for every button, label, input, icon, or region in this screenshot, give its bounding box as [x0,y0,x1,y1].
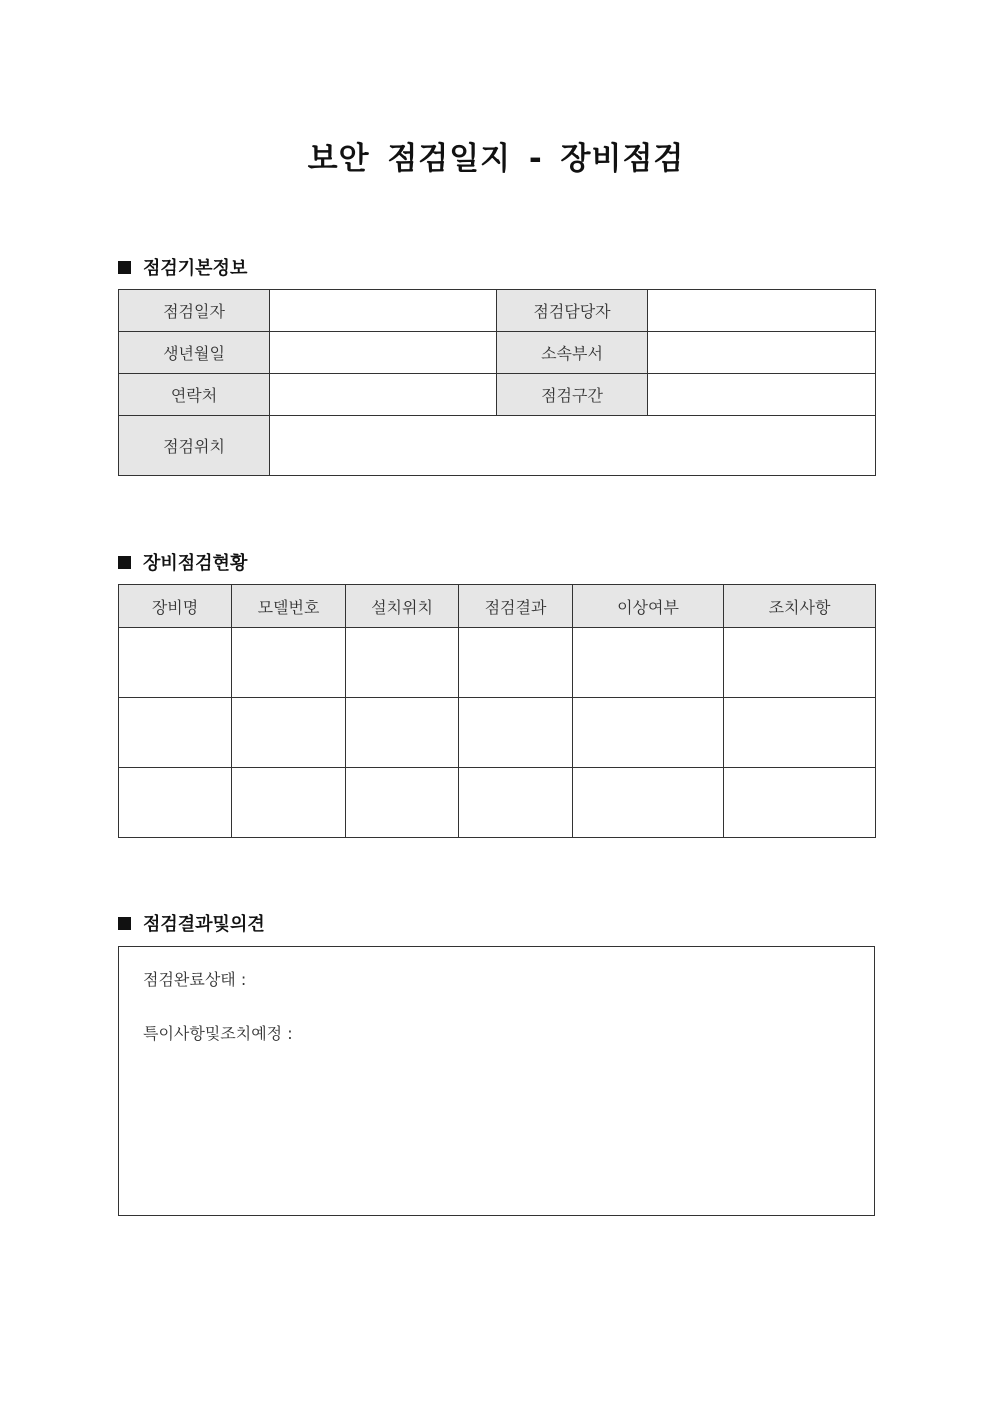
table-cell[interactable] [459,698,573,768]
inspection-zone-label: 점검구간 [497,374,648,416]
table-row [119,698,876,768]
table-cell[interactable] [724,628,876,698]
table-cell[interactable] [119,768,232,838]
birth-date-field[interactable] [270,332,497,374]
table-cell[interactable] [346,768,459,838]
table-cell[interactable] [573,698,724,768]
department-label: 소속부서 [497,332,648,374]
column-header-inspection-result: 점검결과 [459,585,573,628]
table-row [119,416,876,476]
result-opinion-box[interactable] [118,946,875,1216]
square-bullet-icon [118,556,131,569]
section-heading-equipment [118,549,247,575]
table-cell[interactable] [346,628,459,698]
table-row [119,628,876,698]
table-row [119,332,876,374]
inspector-label: 점검담당자 [497,290,648,332]
column-header-action-taken: 조치사항 [724,585,876,628]
table-cell[interactable] [459,628,573,698]
department-field[interactable] [648,332,876,374]
table-cell[interactable] [573,628,724,698]
inspection-date-field[interactable] [270,290,497,332]
column-header-install-location: 설치위치 [346,585,459,628]
table-cell[interactable] [346,698,459,768]
section-heading-result [118,910,265,936]
square-bullet-icon [118,917,131,930]
table-header-row [119,585,876,628]
table-cell[interactable] [232,698,346,768]
table-cell[interactable] [573,768,724,838]
square-bullet-icon [118,261,131,274]
column-header-abnormality: 이상여부 [573,585,724,628]
notes-and-planned-actions-label: 특이사항및조치예정 : [143,1024,293,1043]
table-row [119,768,876,838]
contact-field[interactable] [270,374,497,416]
birth-date-label: 생년월일 [119,332,270,374]
inspector-field[interactable] [648,290,876,332]
inspection-location-field[interactable] [270,416,876,476]
equipment-table [118,584,876,838]
table-row [119,374,876,416]
section-heading-basic-info [118,254,247,280]
table-cell[interactable] [232,768,346,838]
inspection-location-label: 점검위치 [119,416,270,476]
contact-label: 연락처 [119,374,270,416]
inspection-date-label: 점검일자 [119,290,270,332]
column-header-equipment-name: 장비명 [119,585,232,628]
table-row [119,290,876,332]
inspection-zone-field[interactable] [648,374,876,416]
table-cell[interactable] [119,628,232,698]
section-heading-label: 장비점검현황 [143,553,248,574]
basic-info-table [118,289,876,476]
table-cell[interactable] [232,628,346,698]
table-cell[interactable] [724,768,876,838]
section-heading-label: 점검기본정보 [143,258,248,279]
table-cell[interactable] [119,698,232,768]
table-cell[interactable] [724,698,876,768]
table-cell[interactable] [459,768,573,838]
column-header-model-number: 모델번호 [232,585,346,628]
completion-status-label: 점검완료상태 : [143,970,247,989]
page-title: 보안 점검일지 - 장비점검 [307,141,685,177]
section-heading-label: 점검결과및의견 [143,914,265,935]
